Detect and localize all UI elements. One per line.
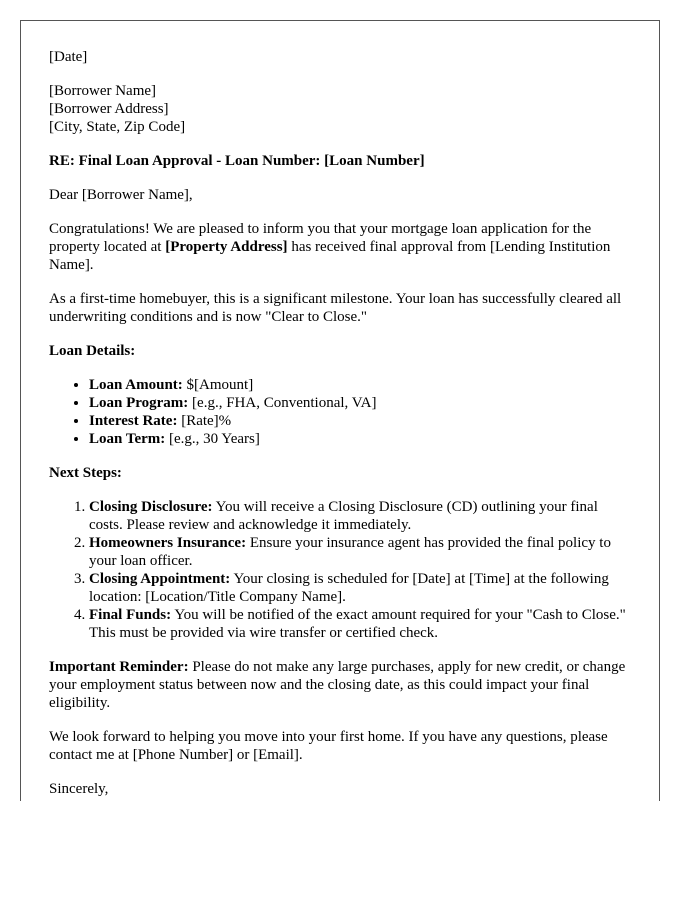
re-line [49, 152, 631, 170]
final-funds-label: Final Funds: [89, 607, 172, 623]
loan-term-value: [e.g., 30 Years] [165, 431, 260, 447]
closing-disclosure-text: You will receive a Closing Disclosure (CD) outlining your final costs. Please review and acknowledge it immediately. [89, 499, 598, 533]
loan-program-label: Loan Program: [89, 395, 189, 411]
important-reminder-label: Important Reminder: [49, 659, 189, 675]
loan-details-heading-text: Loan Details: [49, 343, 136, 359]
homeowners-insurance-text: Ensure your insurance agent has provided the final policy to your loan officer. [89, 535, 611, 569]
recipient-city-state-zip: [City, State, Zip Code] [49, 119, 186, 135]
final-funds-text: You will be notified of the exact amount required for your "Cash to Close." This must be provided via wire transfer or certified check. [89, 607, 626, 641]
next-steps-list [49, 498, 631, 642]
list-item [89, 394, 631, 412]
next-steps-heading-text: Next Steps: [49, 465, 122, 481]
property-address: [Property Address] [165, 239, 288, 255]
closing-appointment-text: Your closing is scheduled for [Date] at [Time] at the following location: [Location/Title Company Name]. [89, 571, 609, 605]
sign-off: Sincerely, [49, 781, 109, 797]
loan-details-heading [49, 342, 631, 360]
re-line-text: RE: Final Loan Approval - Loan Number: [Loan Number] [49, 153, 425, 169]
interest-rate-value: [Rate]% [177, 413, 232, 429]
interest-rate-label: Interest Rate: [89, 413, 178, 429]
closing-paragraph: We look forward to helping you move into your first home. If you have any questions, please contact me at [Phone Number] or [Email]. [49, 729, 608, 763]
loan-program-value: [e.g., FHA, Conventional, VA] [188, 395, 377, 411]
list-item [89, 570, 631, 606]
list-item [89, 498, 631, 534]
milestone-paragraph: As a first-time homebuyer, this is a significant milestone. Your loan has successfully cleared all underwriting conditions and is now "Clear to Close." [49, 291, 622, 325]
closing-disclosure-label: Closing Disclosure: [89, 499, 213, 515]
loan-amount-label: Loan Amount: [89, 377, 183, 393]
recipient-address: [Borrower Address] [49, 101, 169, 117]
list-item [89, 376, 631, 394]
intro-text-part2: has received final approval from [Lending Institution Name]. [49, 239, 611, 273]
loan-details-list [49, 376, 631, 448]
important-reminder-paragraph [49, 658, 631, 712]
list-item [89, 412, 631, 430]
recipient-name: [Borrower Name] [49, 83, 157, 99]
salutation: Dear [Borrower Name], [49, 187, 193, 203]
recipient-address-block [49, 82, 631, 136]
homeowners-insurance-label: Homeowners Insurance: [89, 535, 247, 551]
letter-page [20, 20, 660, 801]
intro-text-part1: Congratulations! We are pleased to inform you that your mortgage loan application for the property located at [49, 221, 592, 255]
next-steps-heading [49, 464, 631, 482]
closing-appointment-label: Closing Appointment: [89, 571, 231, 587]
list-item [89, 606, 631, 642]
list-item [89, 534, 631, 570]
intro-paragraph [49, 220, 631, 274]
letter-date: [Date] [49, 49, 88, 65]
important-reminder-text: Please do not make any large purchases, apply for new credit, or change your employment status between now and the closing date, as this could impact your final eligibility. [49, 659, 626, 711]
loan-term-label: Loan Term: [89, 431, 166, 447]
loan-amount-value: $[Amount] [182, 377, 254, 393]
list-item [89, 430, 631, 448]
